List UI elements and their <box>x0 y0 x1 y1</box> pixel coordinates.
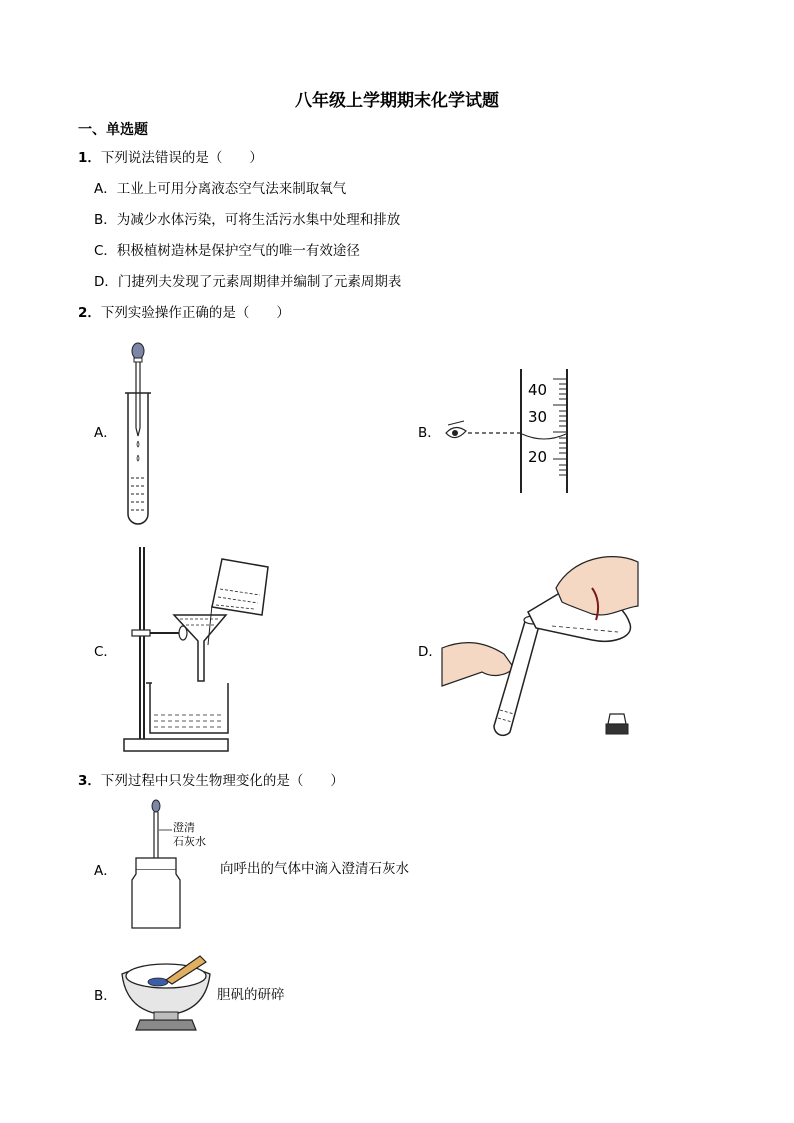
cylinder-mark-40: 40 <box>528 381 548 399</box>
q2-label-a: A． <box>94 425 117 441</box>
limewater-bottle-figure <box>128 798 188 932</box>
q2-label-d: D． <box>418 644 442 660</box>
question-stem: 下列说法错误的是（ ） <box>100 150 263 166</box>
cylinder-mark-30: 30 <box>528 408 548 426</box>
question-number: 2． <box>78 305 101 321</box>
reagent-label-line-2: 石灰水 <box>173 835 206 848</box>
cylinder-reading-figure <box>440 365 580 497</box>
q3-option-b-text: 胆矾的研碎 <box>217 987 285 1003</box>
reagent-label-line-1: 澄清 <box>173 821 195 834</box>
question-1 <box>78 146 263 166</box>
question-number: 3． <box>78 773 101 789</box>
q2-label-c: C． <box>94 644 117 660</box>
q3-label-a: A． <box>94 863 117 879</box>
question-number: 1． <box>78 150 101 166</box>
section-heading: 一、单选题 <box>78 122 148 138</box>
question-2 <box>78 301 290 321</box>
limewater-label <box>173 821 206 849</box>
pouring-liquid-figure <box>442 548 642 740</box>
left-hand <box>442 643 514 686</box>
question-stem: 下列过程中只发生物理变化的是（ ） <box>100 773 344 789</box>
mortar-pestle-figure <box>118 952 214 1034</box>
question-3 <box>78 769 344 789</box>
q1-option-c: C．积极植树造林是保护空气的唯一有效途径 <box>94 243 360 259</box>
dropper-in-test-tube-figure <box>118 338 164 528</box>
q3-option-a-text: 向呼出的气体中滴入澄清石灰水 <box>220 861 409 877</box>
q1-option-a: A．工业上可用分离液态空气法来制取氧气 <box>94 181 347 197</box>
page-title: 八年级上学期期末化学试题 <box>295 91 499 111</box>
cylinder-mark-20: 20 <box>528 448 548 466</box>
question-stem: 下列实验操作正确的是（ ） <box>100 305 290 321</box>
q1-option-b: B．为减少水体污染，可将生活污水集中处理和排放 <box>94 212 401 228</box>
eye-icon <box>446 421 466 438</box>
filtration-setup-figure <box>120 545 280 757</box>
q1-option-d: D．门捷列夫发现了元素周期律并编制了元素周期表 <box>94 274 402 290</box>
bottle-stopper <box>606 714 628 734</box>
q2-label-b: B． <box>418 425 441 441</box>
q3-label-b: B． <box>94 988 117 1004</box>
